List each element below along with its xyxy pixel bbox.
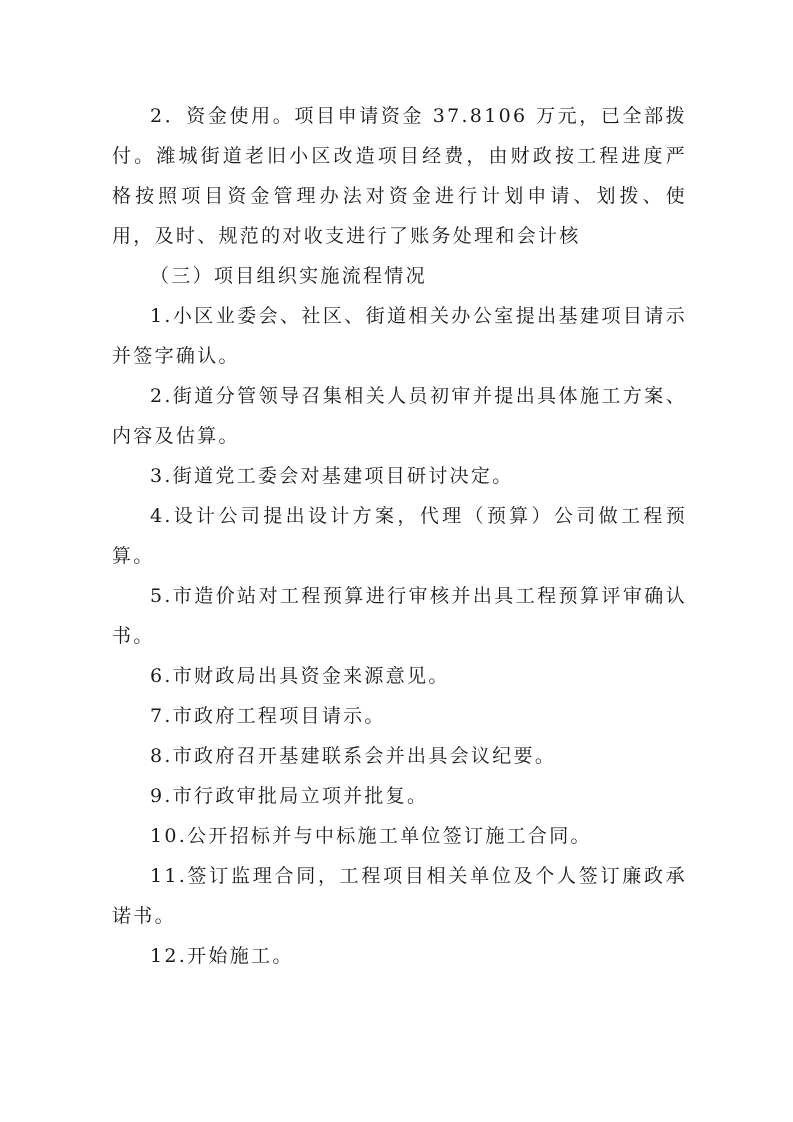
list-item-step-4: 4.设计公司提出设计方案，代理（预算）公司做工程预算。 bbox=[112, 505, 687, 567]
list-item-step-10: 10.公开招标并与中标施工单位签订施工合同。 bbox=[150, 825, 592, 847]
list-item-step-7: 7.市政府工程项目请示。 bbox=[150, 705, 386, 727]
list-item-step-1: 1.小区业委会、社区、街道相关办公室提出基建项目请示并签字确认。 bbox=[112, 305, 687, 367]
document-page bbox=[112, 96, 687, 976]
section-heading-implementation-process: （三）项目组织实施流程情况 bbox=[150, 265, 427, 287]
list-item-step-8: 8.市政府召开基建联系会并出具会议纪要。 bbox=[150, 745, 557, 767]
list-item-step-3: 3.街道党工委会对基建项目研讨决定。 bbox=[150, 465, 514, 487]
list-item-step-12: 12.开始施工。 bbox=[150, 945, 294, 967]
list-item-step-11: 11.签订监理合同，工程项目相关单位及个人签订廉政承诺书。 bbox=[112, 865, 687, 927]
list-item-step-2: 2.街道分管领导召集相关人员初审并提出具体施工方案、内容及估算。 bbox=[112, 385, 687, 447]
list-item-step-9: 9.市行政审批局立项并批复。 bbox=[150, 785, 429, 807]
list-item-step-6: 6.市财政局出具资金来源意见。 bbox=[150, 665, 450, 687]
paragraph-funds-usage: 2．资金使用。项目申请资金 37.8106 万元，已全部拨付。潍城街道老旧小区改造项目经费，由财政按工程进度严格按照项目资金管理办法对资金进行计划申请、划拨、使用，及时、规范的对收支进行了账务处理和会计核 bbox=[112, 105, 687, 247]
list-item-step-5: 5.市造价站对工程预算进行审核并出具工程预算评审确认书。 bbox=[112, 585, 687, 647]
